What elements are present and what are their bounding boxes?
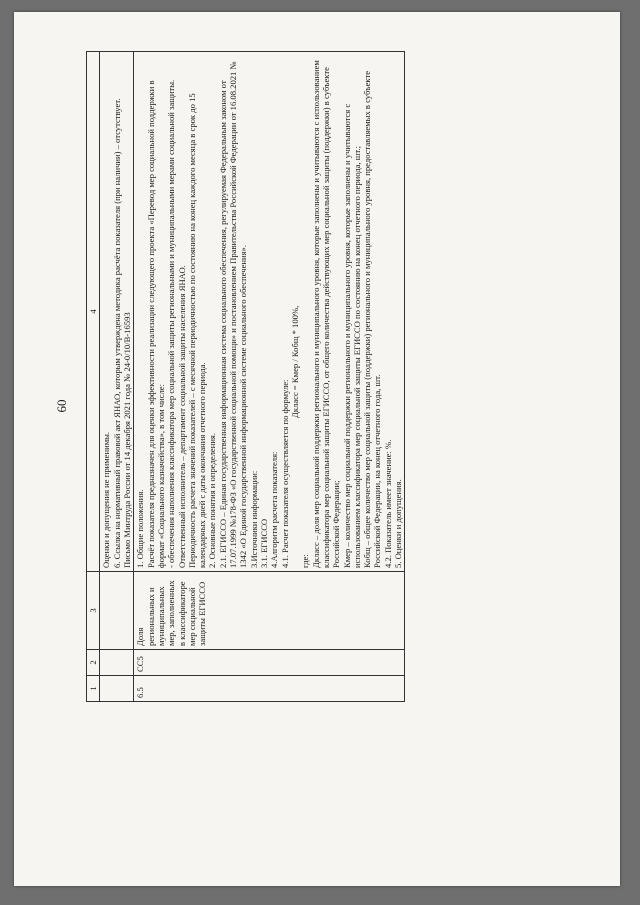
indicator-table: [86, 51, 405, 702]
table-header-row: [87, 52, 100, 702]
text-line: 5. Оценки и допущения.: [393, 479, 404, 568]
text-line: 6. Ссылка на нормативный правовой акт ЯНАО, которым утверждена методика расчёта показателя (при наличии) – отсутствует.: [111, 98, 122, 568]
rotated-table-sheet: [86, 52, 556, 702]
text-line: - обеспечения наполнения классификатора мер социальной защиты региональными и муниципальными мерами социальной защиты.: [166, 79, 177, 568]
formula: Дкласс = Кмер / Кобщ * 100%,: [289, 305, 300, 418]
where-label: где:: [300, 554, 311, 568]
text-line: 1. Общие положения.: [135, 489, 146, 568]
text-line: Ответственный исполнитель – департамент социальной защиты населения ЯНАО.: [176, 265, 187, 568]
text-line: 4.Алгоритм расчета показателя:: [269, 451, 280, 568]
text-line: 2.1. ЕГИССО – Единая государственная информационная система социального обеспечения, регулируемая Федеральным законом от 17.07.1999 №178-ФЗ «О государственной социальной помощи» и постановлением Правительства Российской Федерации от 16.08.2021 № 1342 «О Единой государственной информационной системе социального обеспечения».: [217, 61, 249, 568]
text-line: 3.1. ЕГИССО: [259, 518, 269, 568]
document-page: [14, 12, 620, 886]
table-row: [134, 52, 405, 702]
indicator-description: [134, 52, 405, 572]
column-header: 3: [87, 572, 100, 650]
row-number: 6.5: [134, 676, 405, 702]
continuation-row: [100, 52, 134, 702]
text-line: Кобщ – общее количество мер социальной защиты (поддержки) регионального и муниципального уровня, предоставляемых в субъекте Российской Федерации, на конец отчетного года, шт.: [362, 70, 383, 568]
column-header: 2: [87, 650, 100, 676]
text-line: Оценки и допущения не применимы.: [101, 431, 112, 568]
text-line: 3.Источники информации:: [248, 470, 259, 568]
column-header: 1: [87, 676, 100, 702]
text-line: Письмо Минтруда России от 14 декабря 2021 года № 24-0/10/В-16593: [121, 312, 132, 568]
text-line: Дкласс – доля мер социальной поддержки регионального и муниципального уровня, которые заполнены и учитываются с использованием классификатора мер социальной защиты ЕГИССО, от общего количества действующих мер социальной защиты (поддержки) в субъекте Российской Федерации;: [310, 60, 342, 568]
text-line: 4.1. Расчет показателя осуществляется по формуле:: [279, 379, 290, 568]
column-header: 4: [87, 52, 100, 572]
indicator-name: Доля региональных и муниципальных мер, заполненных в классификаторе мер социальной защиты ЕГИССО: [134, 572, 405, 650]
text-line: 4.2. Показатель имеет значение: %.: [382, 439, 393, 568]
row-code: СС5: [134, 650, 405, 676]
text-line: Расчёт показателя предназначен для оценки эффективности реализации следующего проекта «Перевод мер социальной поддержки в формат «Социального казначейства», в том числе:: [145, 80, 166, 568]
text-line: 2. Основные понятия и определения.: [207, 432, 218, 568]
text-line: Периодичность расчета значений показателей – с месячной периодичностью по состоянию на конец каждого месяца в срок до 15 календарных дней с даты окончания отчетного периода.: [186, 93, 208, 568]
text-line: Кмер – количество мер социальной поддержки регионального и муниципального уровня, которые заполнены и учитываются с использованием классификатора мер социальной защиты ЕГИССО по состоянию на конец отчетного периода, шт.;: [341, 103, 362, 568]
continuation-cell: [100, 52, 134, 572]
page-number: 60: [54, 399, 69, 413]
